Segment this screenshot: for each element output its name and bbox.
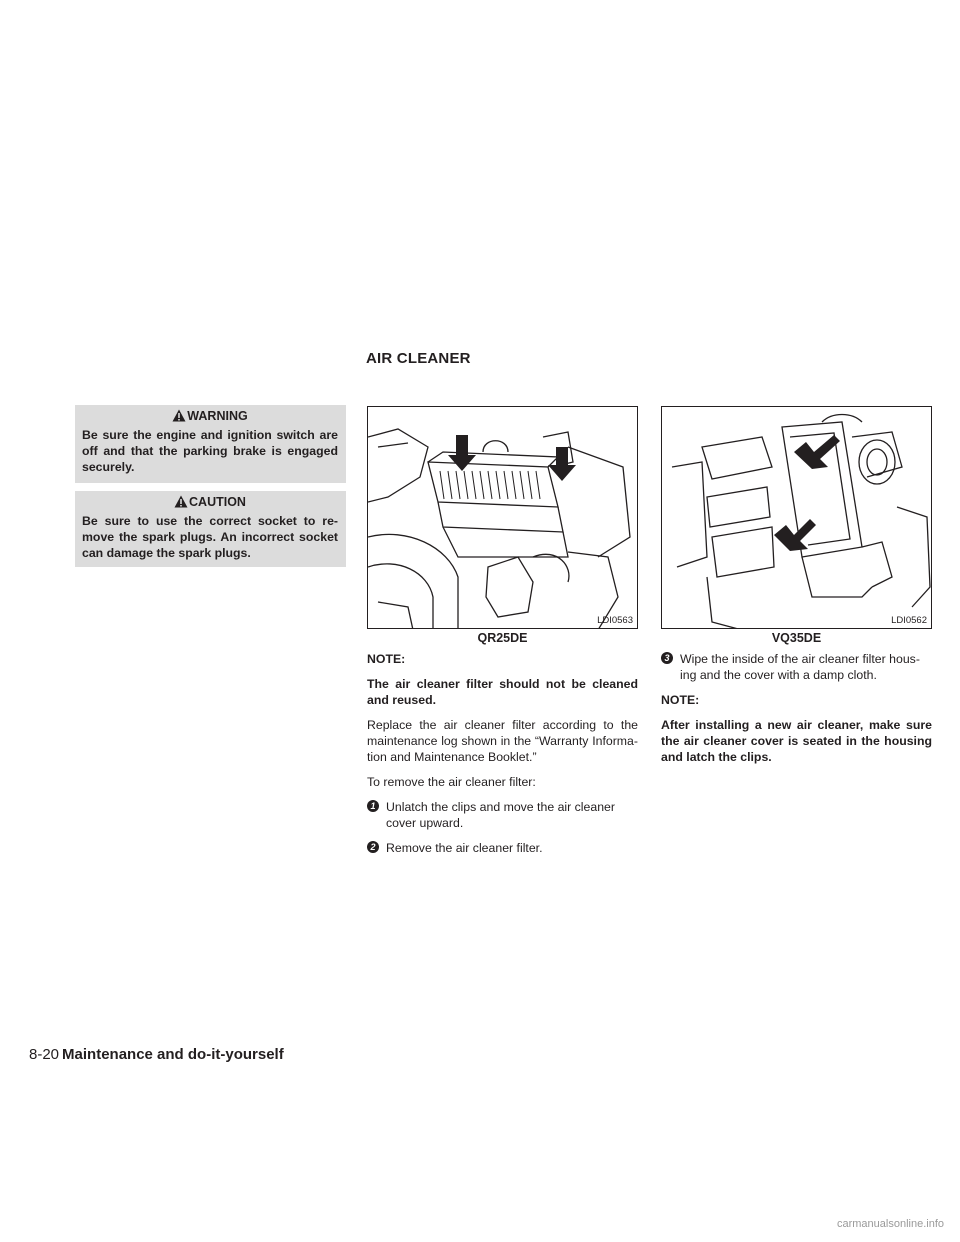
warning-heading: WARNING	[187, 409, 248, 423]
step-text: Unlatch the clips and move the air cleaner cover upward.	[386, 800, 615, 830]
step-text: Remove the air cleaner filter.	[386, 841, 543, 855]
figure-caption: VQ35DE	[771, 631, 822, 645]
air-cleaner-illustration-qr25de	[368, 407, 638, 629]
step-text: Wipe the inside of the air cleaner filter hous-ing and the cover with a damp cloth.	[680, 652, 920, 682]
remove-intro: To remove the air cleaner filter:	[367, 775, 536, 789]
step-item	[367, 799, 638, 831]
note-text: After installing a new air cleaner, make sure the air cleaner cover is seated in the housing and latch the clips.	[661, 718, 932, 764]
air-cleaner-illustration-vq35de	[662, 407, 932, 629]
page-number: 8-20	[29, 1046, 60, 1063]
figure-code: LDI0562	[891, 615, 927, 626]
caution-triangle-icon	[174, 495, 188, 508]
step-item	[661, 651, 932, 683]
warning-text: Be sure the engine and ignition switch are off and that the parking brake is engaged securely.	[82, 428, 338, 474]
figure-caption: QR25DE	[477, 631, 528, 645]
step-number-badge: 3	[661, 652, 673, 664]
page-footer	[29, 1046, 284, 1063]
replace-paragraph: Replace the air cleaner filter according to the maintenance log shown in the “Warranty Informa-tion and Maintenance Booklet.”	[367, 718, 638, 764]
warning-box	[75, 405, 346, 483]
step-item	[367, 840, 638, 856]
note-label: NOTE:	[661, 693, 700, 707]
figure-qr25de	[367, 406, 638, 629]
caution-heading: CAUTION	[189, 495, 246, 509]
step-number-badge: 2	[367, 841, 379, 853]
right-column	[661, 651, 932, 774]
figure-vq35de	[661, 406, 932, 629]
note-label: NOTE:	[367, 652, 406, 666]
watermark: carmanualsonline.info	[836, 1218, 944, 1230]
section-title: AIR CLEANER	[366, 350, 471, 367]
figure-code: LDI0563	[597, 615, 633, 626]
caution-box	[75, 491, 346, 567]
note-text: The air cleaner filter should not be cleaned and reused.	[367, 677, 638, 707]
step-number-badge: 1	[367, 800, 379, 812]
caution-text: Be sure to use the correct socket to re-move the spark plugs. An incorrect socket can damage the spark plugs.	[82, 514, 338, 560]
middle-column	[367, 651, 638, 865]
chapter-title: Maintenance and do-it-yourself	[62, 1046, 284, 1063]
warning-triangle-icon	[172, 409, 186, 422]
